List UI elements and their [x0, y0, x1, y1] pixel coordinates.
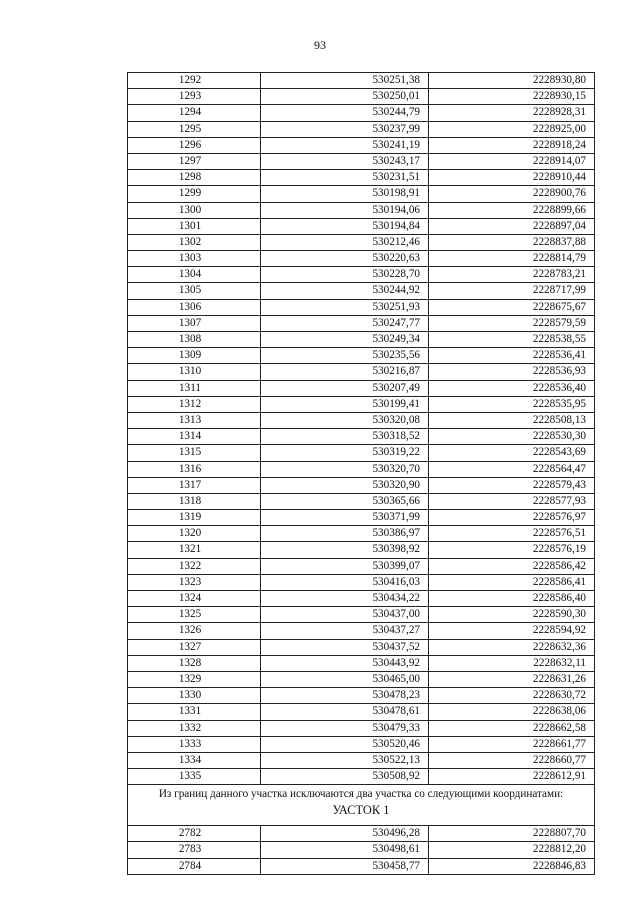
y-coordinate-cell: 2228579,43 [429, 477, 595, 493]
x-coordinate-cell: 530243,17 [261, 153, 429, 169]
x-coordinate-cell: 530371,99 [261, 510, 429, 526]
y-coordinate-cell: 2228535,95 [429, 396, 595, 412]
x-coordinate-cell: 530318,52 [261, 429, 429, 445]
table-row [128, 655, 595, 671]
y-coordinate-cell: 2228590,30 [429, 607, 595, 623]
table-row [128, 842, 595, 858]
table-row [128, 105, 595, 121]
table-row [128, 315, 595, 331]
x-coordinate-cell: 530320,08 [261, 412, 429, 428]
point-number-cell: 1296 [128, 137, 261, 153]
table-row [128, 558, 595, 574]
x-coordinate-cell: 530320,90 [261, 477, 429, 493]
x-coordinate-cell: 530398,92 [261, 542, 429, 558]
point-number-cell: 1310 [128, 364, 261, 380]
table-row [128, 348, 595, 364]
table-row [128, 121, 595, 137]
table-row [128, 639, 595, 655]
x-coordinate-cell: 530496,28 [261, 826, 429, 842]
x-coordinate-cell: 530199,41 [261, 396, 429, 412]
point-number-cell: 1311 [128, 380, 261, 396]
point-number-cell: 1331 [128, 704, 261, 720]
x-coordinate-cell: 530399,07 [261, 558, 429, 574]
point-number-cell: 1302 [128, 234, 261, 250]
y-coordinate-cell: 2228899,66 [429, 202, 595, 218]
point-number-cell: 1332 [128, 720, 261, 736]
y-coordinate-cell: 2228717,99 [429, 283, 595, 299]
y-coordinate-cell: 2228612,91 [429, 769, 595, 785]
table-row [128, 380, 595, 396]
y-coordinate-cell: 2228536,93 [429, 364, 595, 380]
table-row [128, 623, 595, 639]
y-coordinate-cell: 2228661,77 [429, 736, 595, 752]
point-number-cell: 2783 [128, 842, 261, 858]
table-row [128, 704, 595, 720]
point-number-cell: 1328 [128, 655, 261, 671]
y-coordinate-cell: 2228576,97 [429, 510, 595, 526]
y-coordinate-cell: 2228814,79 [429, 251, 595, 267]
x-coordinate-cell: 530198,91 [261, 186, 429, 202]
x-coordinate-cell: 530231,51 [261, 170, 429, 186]
table-row [128, 461, 595, 477]
table-row [128, 493, 595, 509]
x-coordinate-cell: 530216,87 [261, 364, 429, 380]
y-coordinate-cell: 2228631,26 [429, 671, 595, 687]
table-row [128, 429, 595, 445]
y-coordinate-cell: 2228928,31 [429, 105, 595, 121]
table-row [128, 218, 595, 234]
table-row [128, 752, 595, 768]
point-number-cell: 1327 [128, 639, 261, 655]
x-coordinate-cell: 530434,22 [261, 591, 429, 607]
y-coordinate-cell: 2228900,76 [429, 186, 595, 202]
table-row [128, 234, 595, 250]
x-coordinate-cell: 530220,63 [261, 251, 429, 267]
point-number-cell: 1299 [128, 186, 261, 202]
y-coordinate-cell: 2228675,67 [429, 299, 595, 315]
point-number-cell: 1312 [128, 396, 261, 412]
x-coordinate-cell: 530520,46 [261, 736, 429, 752]
point-number-cell: 1321 [128, 542, 261, 558]
y-coordinate-cell: 2228638,06 [429, 704, 595, 720]
x-coordinate-cell: 530251,93 [261, 299, 429, 315]
y-coordinate-cell: 2228630,72 [429, 688, 595, 704]
x-coordinate-cell: 530458,77 [261, 858, 429, 874]
y-coordinate-cell: 2228579,59 [429, 315, 595, 331]
table-row [128, 526, 595, 542]
y-coordinate-cell: 2228662,58 [429, 720, 595, 736]
table-row [128, 396, 595, 412]
point-number-cell: 1317 [128, 477, 261, 493]
point-number-cell: 1308 [128, 332, 261, 348]
x-coordinate-cell: 530479,33 [261, 720, 429, 736]
x-coordinate-cell: 530478,61 [261, 704, 429, 720]
point-number-cell: 1326 [128, 623, 261, 639]
x-coordinate-cell: 530437,00 [261, 607, 429, 623]
point-number-cell: 1335 [128, 769, 261, 785]
point-number-cell: 1320 [128, 526, 261, 542]
y-coordinate-cell: 2228632,11 [429, 655, 595, 671]
x-coordinate-cell: 530241,19 [261, 137, 429, 153]
point-number-cell: 1293 [128, 89, 261, 105]
table-row [128, 186, 595, 202]
y-coordinate-cell: 2228586,40 [429, 591, 595, 607]
y-coordinate-cell: 2228846,83 [429, 858, 595, 874]
exclusion-note [128, 785, 595, 826]
table-row [128, 202, 595, 218]
point-number-cell: 2782 [128, 826, 261, 842]
table-row [128, 267, 595, 283]
x-coordinate-cell: 530194,84 [261, 218, 429, 234]
coordinates-table [127, 72, 595, 875]
excluded-area-rows [128, 826, 595, 875]
table-row [128, 332, 595, 348]
table-row [128, 137, 595, 153]
table-row [128, 720, 595, 736]
point-number-cell: 1319 [128, 510, 261, 526]
x-coordinate-cell: 530235,56 [261, 348, 429, 364]
table-row [128, 283, 595, 299]
table-row [128, 510, 595, 526]
y-coordinate-cell: 2228632,36 [429, 639, 595, 655]
point-number-cell: 1300 [128, 202, 261, 218]
x-coordinate-cell: 530194,06 [261, 202, 429, 218]
point-number-cell: 1318 [128, 493, 261, 509]
y-coordinate-cell: 2228897,04 [429, 218, 595, 234]
x-coordinate-cell: 530522,13 [261, 752, 429, 768]
y-coordinate-cell: 2228543,69 [429, 445, 595, 461]
table-row [128, 542, 595, 558]
table-row [128, 591, 595, 607]
y-coordinate-cell: 2228925,00 [429, 121, 595, 137]
table-row [128, 736, 595, 752]
y-coordinate-cell: 2228586,41 [429, 574, 595, 590]
x-coordinate-cell: 530212,46 [261, 234, 429, 250]
point-number-cell: 1306 [128, 299, 261, 315]
point-number-cell: 1295 [128, 121, 261, 137]
x-coordinate-cell: 530319,22 [261, 445, 429, 461]
page-number: 93 [314, 38, 326, 52]
point-number-cell: 1305 [128, 283, 261, 299]
table-row [128, 688, 595, 704]
x-coordinate-cell: 530237,99 [261, 121, 429, 137]
point-number-cell: 1316 [128, 461, 261, 477]
x-coordinate-cell: 530416,03 [261, 574, 429, 590]
y-coordinate-cell: 2228536,40 [429, 380, 595, 396]
point-number-cell: 1334 [128, 752, 261, 768]
table-row [128, 251, 595, 267]
exclusion-note-row [128, 785, 595, 826]
x-coordinate-cell: 530228,70 [261, 267, 429, 283]
table-row [128, 89, 595, 105]
y-coordinate-cell: 2228536,41 [429, 348, 595, 364]
table-row [128, 73, 595, 89]
point-number-cell: 1303 [128, 251, 261, 267]
y-coordinate-cell: 2228910,44 [429, 170, 595, 186]
y-coordinate-cell: 2228914,07 [429, 153, 595, 169]
y-coordinate-cell: 2228930,15 [429, 89, 595, 105]
y-coordinate-cell: 2228530,30 [429, 429, 595, 445]
x-coordinate-cell: 530247,77 [261, 315, 429, 331]
x-coordinate-cell: 530478,23 [261, 688, 429, 704]
point-number-cell: 1292 [128, 73, 261, 89]
y-coordinate-cell: 2228577,93 [429, 493, 595, 509]
point-number-cell: 2784 [128, 858, 261, 874]
x-coordinate-cell: 530365,66 [261, 493, 429, 509]
point-number-cell: 1322 [128, 558, 261, 574]
y-coordinate-cell: 2228564,47 [429, 461, 595, 477]
y-coordinate-cell: 2228660,77 [429, 752, 595, 768]
x-coordinate-cell: 530386,97 [261, 526, 429, 542]
point-number-cell: 1323 [128, 574, 261, 590]
x-coordinate-cell: 530508,92 [261, 769, 429, 785]
x-coordinate-cell: 530207,49 [261, 380, 429, 396]
point-number-cell: 1297 [128, 153, 261, 169]
point-number-cell: 1325 [128, 607, 261, 623]
table-row [128, 574, 595, 590]
x-coordinate-cell: 530437,52 [261, 639, 429, 655]
y-coordinate-cell: 2228783,21 [429, 267, 595, 283]
point-number-cell: 1294 [128, 105, 261, 121]
y-coordinate-cell: 2228586,42 [429, 558, 595, 574]
point-number-cell: 1315 [128, 445, 261, 461]
y-coordinate-cell: 2228918,24 [429, 137, 595, 153]
x-coordinate-cell: 530437,27 [261, 623, 429, 639]
x-coordinate-cell: 530465,00 [261, 671, 429, 687]
x-coordinate-cell: 530244,92 [261, 283, 429, 299]
exclusion-note-section [128, 785, 595, 826]
x-coordinate-cell: 530250,01 [261, 89, 429, 105]
y-coordinate-cell: 2228538,55 [429, 332, 595, 348]
x-coordinate-cell: 530249,34 [261, 332, 429, 348]
point-number-cell: 1333 [128, 736, 261, 752]
y-coordinate-cell: 2228812,20 [429, 842, 595, 858]
point-number-cell: 1314 [128, 429, 261, 445]
point-number-cell: 1307 [128, 315, 261, 331]
point-number-cell: 1298 [128, 170, 261, 186]
point-number-cell: 1329 [128, 671, 261, 687]
section-title: УАСТОК 1 [332, 803, 390, 818]
point-number-cell: 1330 [128, 688, 261, 704]
table-row [128, 364, 595, 380]
y-coordinate-cell: 2228576,51 [429, 526, 595, 542]
coordinates-rows [128, 73, 595, 785]
x-coordinate-cell: 530244,79 [261, 105, 429, 121]
table-row [128, 769, 595, 785]
table-row [128, 170, 595, 186]
table-row [128, 858, 595, 874]
y-coordinate-cell: 2228837,88 [429, 234, 595, 250]
point-number-cell: 1309 [128, 348, 261, 364]
y-coordinate-cell: 2228930,80 [429, 73, 595, 89]
point-number-cell: 1313 [128, 412, 261, 428]
y-coordinate-cell: 2228508,13 [429, 412, 595, 428]
table-row [128, 412, 595, 428]
exclusion-note-text: Из границ данного участка исключаются два участка со следующими координатами: [158, 788, 564, 801]
x-coordinate-cell: 530251,38 [261, 73, 429, 89]
table-row [128, 671, 595, 687]
point-number-cell: 1324 [128, 591, 261, 607]
table-row [128, 607, 595, 623]
table-row [128, 153, 595, 169]
table-row [128, 299, 595, 315]
x-coordinate-cell: 530443,92 [261, 655, 429, 671]
table-row [128, 826, 595, 842]
x-coordinate-cell: 530320,70 [261, 461, 429, 477]
y-coordinate-cell: 2228807,70 [429, 826, 595, 842]
y-coordinate-cell: 2228594,92 [429, 623, 595, 639]
x-coordinate-cell: 530498,61 [261, 842, 429, 858]
point-number-cell: 1304 [128, 267, 261, 283]
y-coordinate-cell: 2228576,19 [429, 542, 595, 558]
point-number-cell: 1301 [128, 218, 261, 234]
table-row [128, 445, 595, 461]
table-row [128, 477, 595, 493]
